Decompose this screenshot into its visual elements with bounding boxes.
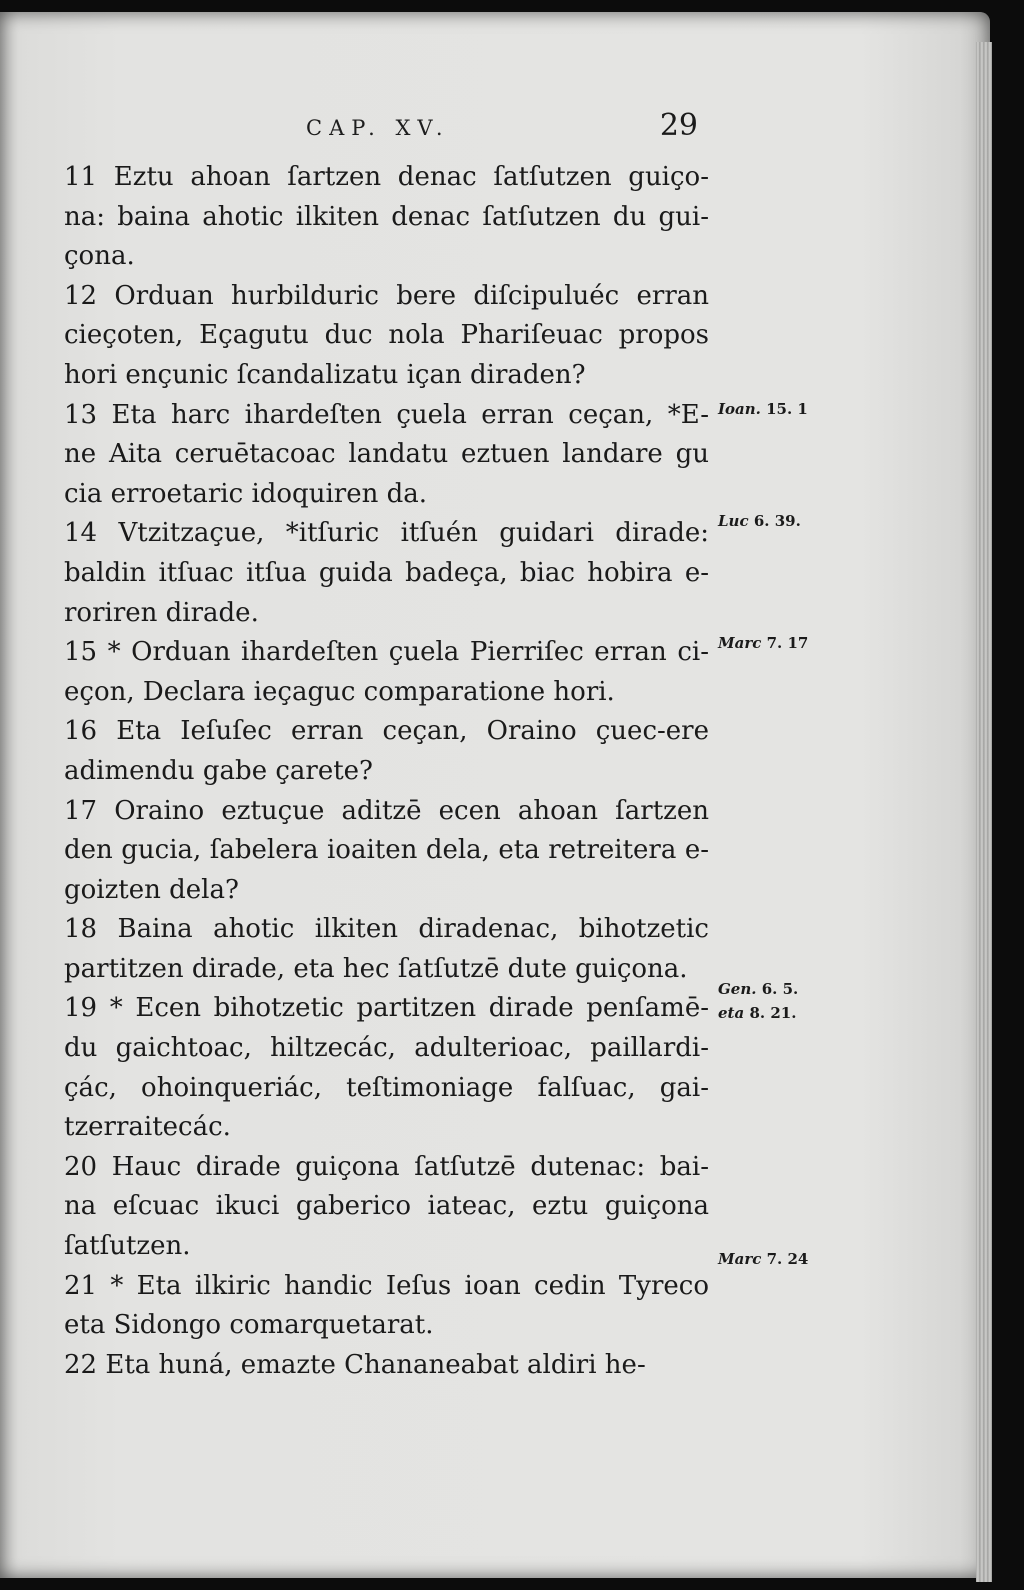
verse-line: cia erroetaric idoquiren da. (64, 478, 427, 509)
verse-line: hori ençunic ſcandalizatu içan diraden? (64, 359, 586, 390)
verse (64, 277, 709, 396)
verse (64, 792, 709, 911)
verse-line: çác, ohoinqueriác, teſtimoniage falſuac, gai- (64, 1072, 709, 1103)
margin-note (718, 634, 808, 652)
verse (64, 989, 709, 1147)
margin-note (718, 512, 801, 530)
verse-line: eta Sidongo comarquetarat. (64, 1310, 434, 1341)
verse-list (64, 158, 709, 1385)
verse-line: 12 Orduan hurbilduric bere diſcipuluéc erran (64, 280, 709, 311)
verse-line: du gaichtoac, hiltzecác, adulterioac, paillardi- (64, 1033, 709, 1064)
verse-line: eçon, Declara ieçaguc comparatione hori. (64, 676, 615, 707)
verse-line: 16 Eta Ieſuſec erran ceçan, Oraino çuec-ere (64, 716, 709, 747)
margin-note-abbr: Ioan. (718, 400, 761, 418)
margin-note (718, 400, 808, 418)
verse-line: na eſcuac ikuci gaberico iateac, eztu guiçona (64, 1191, 709, 1222)
verse-line: 11 Eztu ahoan ſartzen denac ſatſutzen guiço- (64, 162, 709, 192)
verse-line: partitzen dirade, eta hec ſatſutzē dute guiçona. (64, 953, 688, 984)
verse-line: ne Aita ceruētacoac landatu eztuen landare gu (64, 439, 709, 470)
verse (64, 712, 709, 791)
verse (64, 514, 709, 633)
verse-line: roriren dirade. (64, 597, 259, 628)
verse (64, 1148, 709, 1267)
verse-line: ſatſutzen. (64, 1231, 191, 1262)
verse (64, 396, 709, 515)
margin-note-abbr: eta (718, 1004, 745, 1022)
verse (64, 158, 709, 277)
verse-line: tzerraitecác. (64, 1112, 231, 1143)
margin-note-abbr: Marc (718, 1250, 762, 1268)
margin-note-ref: 6. 5. (761, 980, 799, 998)
margin-note-ref: 7. 17 (766, 634, 809, 652)
margin-note-ref: 6. 39. (753, 512, 801, 530)
verse (64, 1346, 709, 1386)
running-head: CAP. XV. (306, 116, 450, 140)
verse-line: cieçoten, Eçagutu duc nola Phariſeuac propos (64, 320, 709, 351)
verse-line: 15 * Orduan ihardeſten çuela Pierriſec erran ci- (64, 637, 709, 668)
margin-note-abbr: Luc (718, 512, 749, 530)
verse-line: adimendu gabe çarete? (64, 755, 373, 786)
margin-note-abbr: Gen. (718, 980, 757, 998)
verse-line: baldin itſuac itſua guida badeça, biac hobira e- (64, 557, 709, 588)
page-header (60, 110, 700, 150)
margin-note (718, 980, 798, 998)
verse-line: 19 * Ecen bihotzetic partitzen dirade penſamē- (64, 993, 709, 1024)
page-stack-edge (976, 42, 992, 1582)
verse-line: 22 Eta huná, emazte Chananeabat aldiri he- (64, 1349, 646, 1380)
verse-line: 13 Eta harc ihardeſten çuela erran ceçan, *E- (64, 399, 709, 430)
verse-line: na: baina ahotic ilkiten denac ſatſutzen du gui- (64, 201, 709, 232)
book-page (0, 12, 990, 1578)
margin-note-ref: 8. 21. (749, 1004, 797, 1022)
verse-line: den gucia, ſabelera ioaiten dela, eta retreitera e- (64, 835, 709, 866)
verse (64, 910, 709, 989)
margin-note-ref: 15. 1 (766, 400, 808, 418)
verse-line: 14 Vtzitzaçue, *itſuric itſuén guidari dirade: (64, 518, 709, 549)
verse-line: 18 Baina ahotic ilkiten diradenac, bihotzetic (64, 914, 709, 945)
verse-line: goizten dela? (64, 874, 239, 905)
margin-note (718, 1004, 796, 1022)
verse-line: 20 Hauc dirade guiçona ſatſutzē dutenac: bai- (64, 1151, 709, 1182)
verse (64, 633, 709, 712)
verse-line: 21 * Eta ilkiric handic Ieſus ioan cedin Tyreco (64, 1270, 709, 1301)
margin-note-abbr: Marc (718, 634, 762, 652)
verse-line: 17 Oraino eztuçue aditzē ecen ahoan ſartzen (64, 795, 709, 826)
verse (64, 1267, 709, 1346)
margin-note (718, 1250, 808, 1268)
verse-line: çona. (64, 241, 135, 272)
page-number: 29 (659, 108, 698, 143)
margin-note-ref: 7. 24 (766, 1250, 809, 1268)
